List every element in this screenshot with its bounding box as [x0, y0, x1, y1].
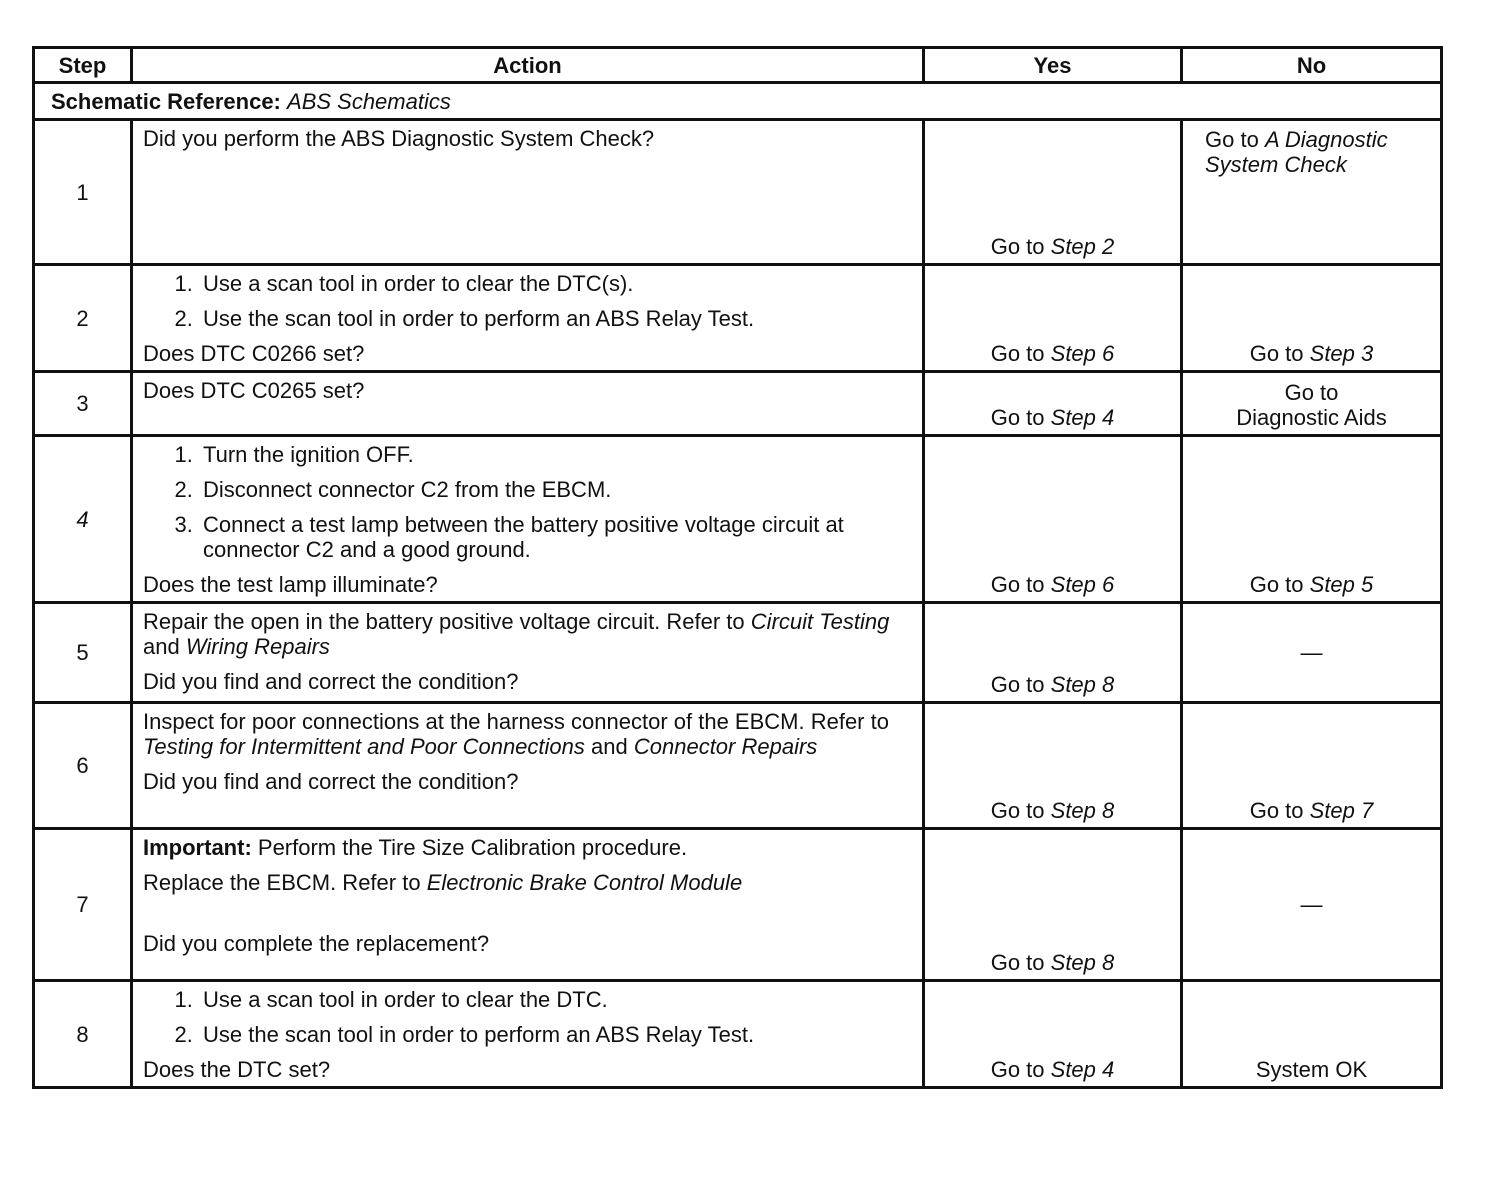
- yes-cell: [924, 265, 1182, 372]
- no-action-dash: —: [1300, 892, 1323, 917]
- schematic-reference-row: [34, 83, 1442, 120]
- procedure-ref: Testing for Intermittent and Poor Connections: [143, 734, 585, 759]
- step-ref: Step 7: [1309, 798, 1374, 823]
- yes-cell: [924, 829, 1182, 981]
- action-question: Does DTC C0265 set?: [143, 378, 365, 403]
- action-cell: [132, 703, 924, 829]
- no-cell: [1182, 120, 1442, 265]
- action-step: 1. Use a scan tool in order to clear the DTC.: [199, 987, 912, 1012]
- action-question: Did you find and correct the condition?: [143, 669, 519, 694]
- schematic-reference-label: Schematic Reference:: [51, 88, 281, 114]
- action-cell: [132, 372, 924, 436]
- action-question: Does the test lamp illuminate?: [143, 572, 438, 597]
- go-to-text: Go to: [1284, 380, 1339, 405]
- yes-cell: [924, 703, 1182, 829]
- step-ref: Step 3: [1309, 341, 1374, 366]
- procedure-ref-cont: System Check: [1205, 152, 1347, 177]
- no-cell: [1182, 981, 1442, 1088]
- procedure-ref: Wiring Repairs: [185, 634, 330, 659]
- table-row-step-6: [34, 703, 1442, 829]
- step-ref: Step 2: [1050, 234, 1115, 259]
- step-number: 5: [34, 603, 132, 703]
- no-cell: [1182, 829, 1442, 981]
- go-to-text: Go to: [1249, 341, 1304, 366]
- schematic-reference: [34, 83, 1442, 120]
- diagnostic-aids-ref: Diagnostic Aids: [1236, 405, 1387, 430]
- action-steps-list: [143, 987, 912, 1047]
- table-row-step-7: [34, 829, 1442, 981]
- step-ref: Step 8: [1050, 672, 1115, 697]
- table-row-step-3: [34, 372, 1442, 436]
- system-ok-text: System OK: [1255, 1057, 1368, 1082]
- no-cell: [1182, 436, 1442, 603]
- go-to-text: Go to: [990, 1057, 1045, 1082]
- yes-cell: [924, 981, 1182, 1088]
- go-to-text: Go to: [990, 572, 1045, 597]
- step-number: 1: [34, 120, 132, 265]
- step-number: 8: [34, 981, 132, 1088]
- table-row-step-1: [34, 120, 1442, 265]
- action-question: Did you find and correct the condition?: [143, 769, 519, 794]
- header-row: [34, 48, 1442, 83]
- step-ref: Step 4: [1050, 1057, 1115, 1082]
- no-cell: [1182, 603, 1442, 703]
- procedure-ref: A Diagnostic: [1264, 127, 1388, 152]
- action-step: 1. Use a scan tool in order to clear the DTC(s).: [199, 271, 912, 296]
- go-to-text: Go to: [1249, 798, 1304, 823]
- diagnostic-table: [32, 46, 1443, 1089]
- action-steps-list: [143, 271, 912, 331]
- procedure-ref: Circuit Testing: [750, 609, 890, 634]
- no-action-dash: —: [1300, 640, 1323, 665]
- go-to-text: Go to: [990, 672, 1045, 697]
- procedure-ref: Connector Repairs: [633, 734, 818, 759]
- no-cell: [1182, 372, 1442, 436]
- table-row-step-5: [34, 603, 1442, 703]
- header-no: No: [1182, 48, 1442, 83]
- yes-cell: [924, 120, 1182, 265]
- table-row-step-4: [34, 436, 1442, 603]
- schematic-reference-link: ABS Schematics: [287, 88, 451, 114]
- step-number: 7: [34, 829, 132, 981]
- step-ref: Step 4: [1050, 405, 1115, 430]
- action-instruction: Replace the EBCM. Refer to Electronic Brake Control Module: [143, 870, 743, 895]
- action-cell: [132, 603, 924, 703]
- action-steps-list: [143, 442, 912, 562]
- step-ref: Step 8: [1050, 798, 1115, 823]
- yes-cell: [924, 603, 1182, 703]
- action-question: Does DTC C0266 set?: [143, 341, 365, 366]
- action-step: 1. Turn the ignition OFF.: [199, 442, 912, 467]
- action-cell: [132, 265, 924, 372]
- step-number: 6: [34, 703, 132, 829]
- step-ref: Step 6: [1050, 341, 1115, 366]
- action-question: Did you perform the ABS Diagnostic System Check?: [143, 126, 655, 151]
- no-cell: [1182, 265, 1442, 372]
- action-step: 2. Use the scan tool in order to perform an ABS Relay Test.: [199, 306, 912, 331]
- go-to-text: Go to: [990, 405, 1045, 430]
- action-question: Does the DTC set?: [143, 1057, 331, 1082]
- action-step: 3. Connect a test lamp between the battery positive voltage circuit at connector C2 and a good ground.: [199, 512, 912, 562]
- action-cell: [132, 120, 924, 265]
- no-cell: [1182, 703, 1442, 829]
- action-cell: [132, 981, 924, 1088]
- go-to-text: Go to: [1249, 572, 1304, 597]
- step-number: 4: [34, 436, 132, 603]
- go-to-text: Go to: [990, 234, 1045, 259]
- header-step: Step: [34, 48, 132, 83]
- go-to-text: Go to: [1205, 127, 1259, 152]
- table-row-step-8: [34, 981, 1442, 1088]
- go-to-text: Go to: [990, 798, 1045, 823]
- step-ref: Step 5: [1309, 572, 1374, 597]
- header-yes: Yes: [924, 48, 1182, 83]
- action-cell: [132, 436, 924, 603]
- header-action: Action: [132, 48, 924, 83]
- step-number: 3: [34, 372, 132, 436]
- yes-cell: [924, 372, 1182, 436]
- important-label: Important:: [143, 835, 252, 860]
- step-ref: Step 8: [1050, 950, 1115, 975]
- table-row-step-2: [34, 265, 1442, 372]
- action-instruction: Inspect for poor connections at the harness connector of the EBCM. Refer to Testing for Intermittent and Poor Connections and Connector Repairs: [143, 709, 889, 759]
- procedure-ref: Electronic Brake Control Module: [426, 870, 743, 895]
- step-number: 2: [34, 265, 132, 372]
- action-question: Did you complete the replacement?: [143, 931, 490, 956]
- go-to-text: Go to: [990, 341, 1045, 366]
- yes-cell: [924, 436, 1182, 603]
- action-step: 2. Use the scan tool in order to perform an ABS Relay Test.: [199, 1022, 912, 1047]
- go-to-text: Go to: [990, 950, 1045, 975]
- action-cell: [132, 829, 924, 981]
- step-ref: Step 6: [1050, 572, 1115, 597]
- important-note: Important: Perform the Tire Size Calibration procedure.: [143, 835, 688, 860]
- action-instruction: Repair the open in the battery positive voltage circuit. Refer to Circuit Testing and Wiring Repairs: [143, 609, 890, 659]
- action-step: 2. Disconnect connector C2 from the EBCM.: [199, 477, 912, 502]
